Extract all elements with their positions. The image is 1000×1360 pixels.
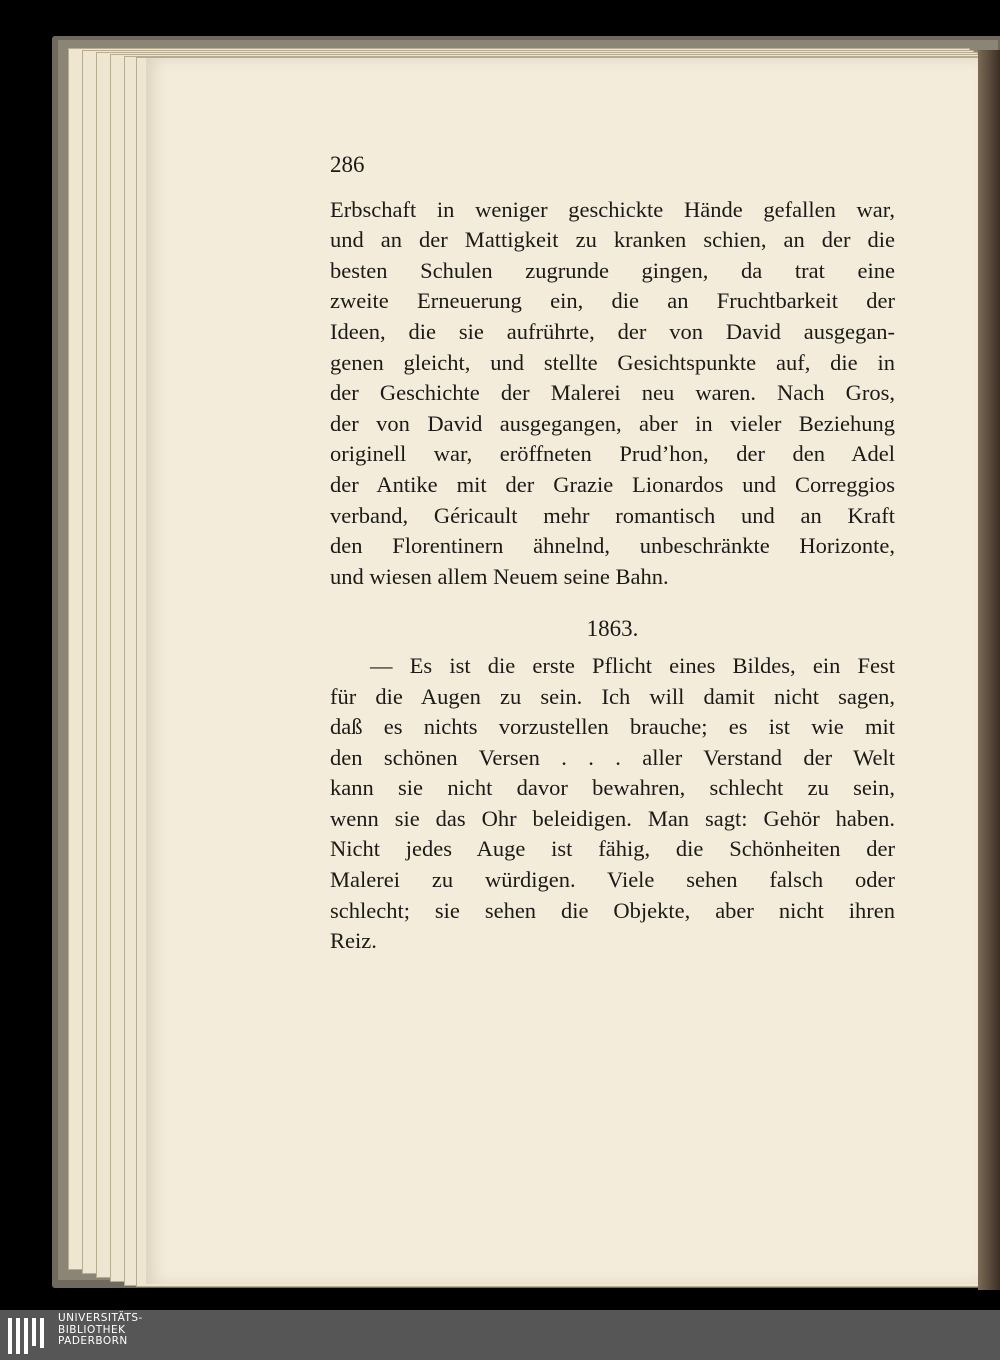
library-name-line: PADERBORN: [58, 1335, 128, 1347]
text-line: schlecht; sie sehen die Objekte, aber nicht ihren: [330, 897, 895, 923]
section-year-heading: 1863.: [586, 616, 639, 642]
text-line: für die Augen zu sein. Ich will damit nicht sagen,: [330, 683, 895, 709]
facing-page-edge: [978, 50, 1000, 1290]
text-line: daß es nichts vorzustellen brauche; es ist wie mit: [330, 714, 895, 740]
text-line: besten Schulen zugrunde gingen, da trat eine: [330, 257, 895, 283]
text-line: zweite Erneuerung ein, die an Fruchtbarkeit der: [330, 288, 895, 314]
paragraph-1: [330, 195, 895, 593]
library-logo-icon: [8, 1318, 48, 1354]
text-line: der Antike mit der Grazie Lionardos und Correggios: [330, 471, 895, 497]
text-line: Ideen, die sie aufrührte, der von David ausgegan-: [330, 318, 895, 344]
text-line: den Florentinern ähnelnd, unbeschränkte Horizonte,: [330, 533, 895, 559]
library-name: [58, 1313, 143, 1348]
text-line: und an der Mattigkeit zu kranken schien, an der die: [330, 227, 895, 253]
text-line: und wiesen allem Neuem seine Bahn.: [330, 563, 669, 589]
text-line: Erbschaft in weniger geschickte Hände gefallen war,: [330, 196, 895, 222]
text-line: Nicht jedes Auge ist fähig, die Schönheiten der: [330, 836, 895, 862]
text-line: den schönen Versen . . . aller Verstand der Welt: [330, 744, 895, 770]
text-column: [330, 150, 895, 957]
text-line: verband, Géricault mehr romantisch und an Kraft: [330, 502, 895, 528]
text-line: genen gleicht, und stellte Gesichtspunkte auf, die in: [330, 349, 895, 375]
library-name-line: UNIVERSITÄTS-: [58, 1312, 143, 1324]
text-line: der von David ausgegangen, aber in vieler Beziehung: [330, 410, 895, 436]
page-number: 286: [330, 152, 365, 177]
paragraph-2: [330, 651, 895, 957]
text-line: der Geschichte der Malerei neu waren. Nach Gros,: [330, 380, 895, 406]
text-line: — Es ist die erste Pflicht eines Bildes, ein Fest: [370, 652, 895, 678]
text-line: wenn sie das Ohr beleidigen. Man sagt: Gehör haben.: [330, 805, 895, 831]
text-line: originell war, eröffneten Prud’hon, der den Adel: [330, 441, 895, 467]
library-footer-bar: [0, 1310, 1000, 1360]
text-line: Malerei zu würdigen. Viele sehen falsch oder: [330, 867, 895, 893]
text-line: kann sie nicht davor bewahren, schlecht zu sein,: [330, 775, 895, 801]
library-name-line: BIBLIOTHEK: [58, 1323, 126, 1336]
text-line: Reiz.: [330, 928, 377, 954]
